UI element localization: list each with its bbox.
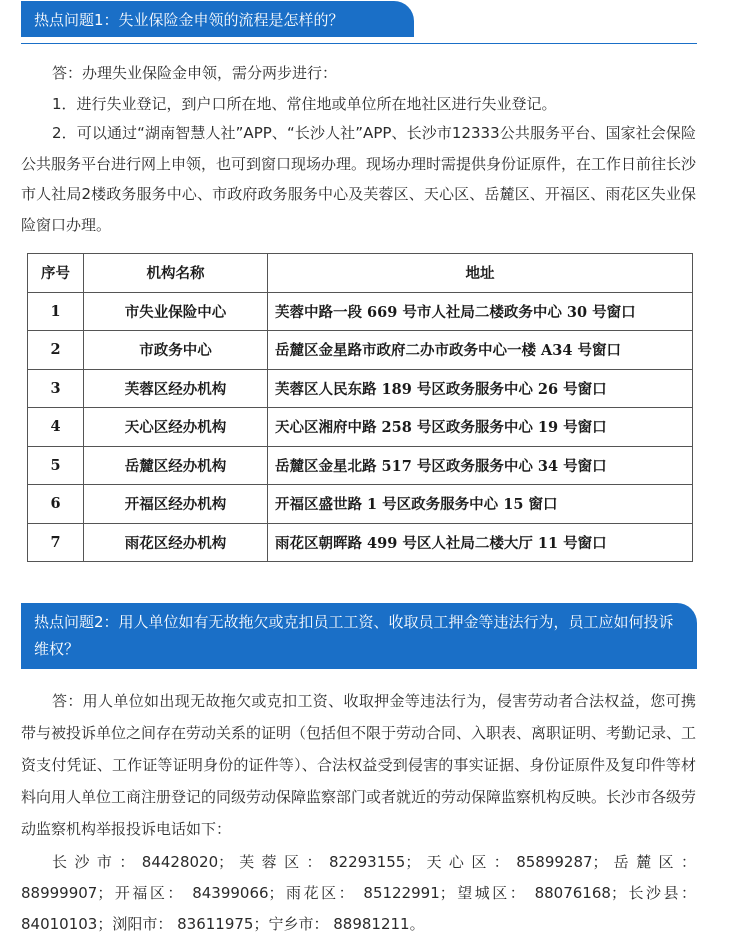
question-1-divider bbox=[21, 43, 697, 44]
row-address: 芙蓉中路一段 669 号市人社局二楼政务中心 30 号窗口 bbox=[268, 292, 693, 331]
question-2-answer: 答：用人单位如出现无故拖欠或克扣工资、收取押金等违法行为，侵害劳动者合法权益，您可携带与被投诉单位之间存在劳动关系的证明（包括但不限于劳动合同、入职表、离职证明、考勤记录、工资支付凭证、工作证等证明身份的证件等）、合法权益受到侵害的事实证据、身份证原件及复印件等材料向用人单位工商注册登记的同级劳动保障监察部门或者就近的劳动保障监察机构反映。长沙市各级劳动监察机构举报投诉电话如下： bbox=[21, 692, 697, 838]
row-number: 5 bbox=[28, 446, 84, 485]
table-row bbox=[28, 523, 693, 562]
question-2-divider bbox=[21, 668, 697, 669]
header-number: 序号 bbox=[28, 254, 84, 293]
row-office-name: 市失业保险中心 bbox=[84, 292, 268, 331]
row-number: 1 bbox=[28, 292, 84, 331]
row-address: 芙蓉区人民东路 189 号区政务服务中心 26 号窗口 bbox=[268, 369, 693, 408]
header-office-name: 机构名称 bbox=[84, 254, 268, 293]
question-1-answer-intro: 答：办理失业保险金申领，需分两步进行： bbox=[52, 64, 338, 82]
row-office-name: 岳麓区经办机构 bbox=[84, 446, 268, 485]
table-row bbox=[28, 369, 693, 408]
row-address: 开福区盛世路 1 号区政务服务中心 15 窗口 bbox=[268, 485, 693, 524]
row-office-name: 天心区经办机构 bbox=[84, 408, 268, 447]
question-1-title: 热点问题1：失业保险金申领的流程是怎样的？ bbox=[21, 1, 414, 37]
row-address: 天心区湘府中路 258 号区政务服务中心 19 号窗口 bbox=[268, 408, 693, 447]
row-number: 4 bbox=[28, 408, 84, 447]
question-1-step-1: 1．进行失业登记，到户口所在地、常住地或单位所在地社区进行失业登记。 bbox=[52, 95, 557, 113]
row-address: 岳麓区金星北路 517 号区政务服务中心 34 号窗口 bbox=[268, 446, 693, 485]
row-office-name: 市政务中心 bbox=[84, 331, 268, 370]
table-row bbox=[28, 331, 693, 370]
complaint-phone-list: 长 沙 市 ： 84428020； 芙 蓉 区 ： 82293155； 天 心 区 ： 85899287； 岳 麓 区 ： 88999907；开福区： 84399066；雨花区： 85122991；望城区： 88076168；长沙县： 84010103；浏阳市： 83611975；宁乡市： 88981211。 bbox=[21, 853, 696, 933]
header-address: 地址 bbox=[268, 254, 693, 293]
row-number: 2 bbox=[28, 331, 84, 370]
table-row bbox=[28, 446, 693, 485]
table-row bbox=[28, 292, 693, 331]
row-address: 岳麓区金星路市政府二办市政务中心一楼 A34 号窗口 bbox=[268, 331, 693, 370]
row-office-name: 开福区经办机构 bbox=[84, 485, 268, 524]
row-address: 雨花区朝晖路 499 号区人社局二楼大厅 11 号窗口 bbox=[268, 523, 693, 562]
row-office-name: 芙蓉区经办机构 bbox=[84, 369, 268, 408]
question-1-step-2: 2．可以通过“湖南智慧人社”APP、“长沙人社”APP、长沙市12333公共服务平台、国家社会保险公共服务平台进行网上申领，也可到窗口现场办理。现场办理时需提供身份证原件，在工作日前往长沙市人社局2楼政务服务中心、市政府政务服务中心及芙蓉区、天心区、岳麓区、开福区、雨花区失业保险窗口办理。 bbox=[21, 124, 697, 234]
row-office-name: 雨花区经办机构 bbox=[84, 523, 268, 562]
table-row bbox=[28, 408, 693, 447]
table-row bbox=[28, 485, 693, 524]
row-number: 3 bbox=[28, 369, 84, 408]
service-office-table bbox=[27, 253, 693, 562]
row-number: 7 bbox=[28, 523, 84, 562]
table-header-row bbox=[28, 254, 693, 293]
question-2-title: 热点问题2：用人单位如有无故拖欠或克扣员工工资、收取员工押金等违法行为，员工应如何投诉维权？ bbox=[21, 603, 697, 668]
row-number: 6 bbox=[28, 485, 84, 524]
